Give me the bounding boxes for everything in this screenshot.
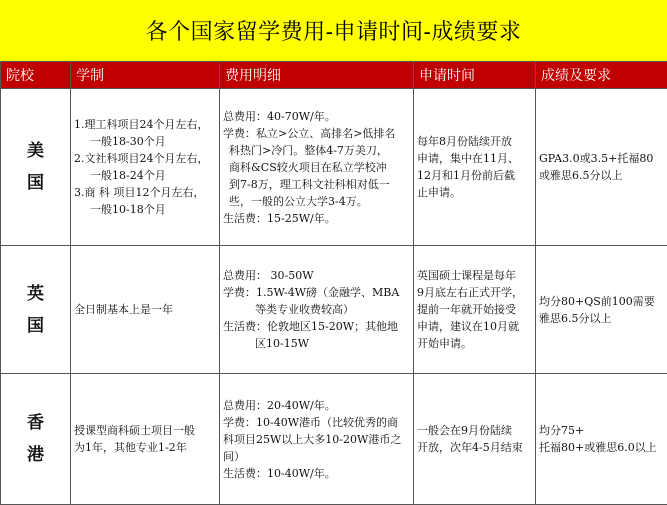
table-row bbox=[1, 246, 667, 374]
cost-line: 生活费：15-25W/年。 bbox=[223, 210, 410, 227]
application-line: 9月底左右正式开学， bbox=[417, 284, 532, 301]
cost-line: 学费：私立>公立、高排名>低排名 bbox=[223, 125, 410, 142]
application-line: 提前一年就开始接受 bbox=[417, 301, 532, 318]
application-line: 12月和1月份前后截 bbox=[417, 167, 532, 184]
school-cell: 英国 bbox=[1, 246, 71, 374]
header-application-time: 申请时间 bbox=[414, 62, 536, 89]
cost-line: 学费：10-40W港币（比较优秀的商 bbox=[223, 414, 410, 431]
duration-line: 一般10-18个月 bbox=[74, 201, 216, 218]
header-cost: 费用明细 bbox=[220, 62, 414, 89]
duration-line: 全日制基本上是一年 bbox=[74, 301, 216, 318]
application-time-cell bbox=[414, 374, 536, 505]
cost-line: 生活费：伦敦地区15-20W；其他地 bbox=[223, 318, 410, 335]
cost-line: 科热门>冷门。整体4-7万美刀， bbox=[223, 142, 410, 159]
duration-cell bbox=[71, 89, 220, 246]
application-line: 申请，集中在11月、 bbox=[417, 150, 532, 167]
requirement-line: GPA3.0或3.5+托福80 bbox=[539, 150, 664, 167]
duration-cell bbox=[71, 374, 220, 505]
duration-line: 3.商 科 项目12个月左右， bbox=[74, 184, 216, 201]
header-duration: 学制 bbox=[71, 62, 220, 89]
cost-line: 商科&CS较火项目在私立学校冲 bbox=[223, 159, 410, 176]
requirement-line: 均分80+QS前100需要 bbox=[539, 293, 664, 310]
cost-line: 学费：1.5W-4W磅（金融学、MBA bbox=[223, 284, 410, 301]
requirement-line: 托福80+或雅思6.0以上 bbox=[539, 439, 664, 456]
duration-line: 为1年，其他专业1-2年 bbox=[74, 439, 216, 456]
header-row bbox=[1, 62, 667, 89]
table-title: 各个国家留学费用-申请时间-成绩要求 bbox=[0, 0, 667, 62]
header-school: 院校 bbox=[1, 62, 71, 89]
requirements-cell bbox=[536, 89, 667, 246]
duration-cell bbox=[71, 246, 220, 374]
application-time-cell bbox=[414, 89, 536, 246]
application-time-cell bbox=[414, 246, 536, 374]
cost-line: 到7-8万，理工科文社科相对低一 bbox=[223, 176, 410, 193]
comparison-table bbox=[0, 61, 667, 505]
application-line: 开放，次年4-5月结束 bbox=[417, 439, 532, 456]
cost-line: 总费用：40-70W/年。 bbox=[223, 108, 410, 125]
cost-line: 区10-15W bbox=[223, 335, 410, 352]
cost-cell bbox=[220, 374, 414, 505]
cost-cell bbox=[220, 89, 414, 246]
cost-line: 间） bbox=[223, 448, 410, 465]
cost-line: 些，一般的公立大学3-4万。 bbox=[223, 193, 410, 210]
school-cell: 香港 bbox=[1, 374, 71, 505]
requirement-line: 均分75+ bbox=[539, 422, 664, 439]
header-requirements: 成绩及要求 bbox=[536, 62, 667, 89]
table-row bbox=[1, 89, 667, 246]
application-line: 英国硕士课程是每年 bbox=[417, 267, 532, 284]
cost-line: 总费用： 30-50W bbox=[223, 267, 410, 284]
duration-line: 2.文社科项目24个月左右， bbox=[74, 150, 216, 167]
cost-line: 总费用：20-40W/年。 bbox=[223, 397, 410, 414]
school-cell: 美国 bbox=[1, 89, 71, 246]
duration-line: 1.理工科项目24个月左右， bbox=[74, 116, 216, 133]
requirements-cell bbox=[536, 374, 667, 505]
cost-line: 生活费：10-40W/年。 bbox=[223, 465, 410, 482]
cost-cell bbox=[220, 246, 414, 374]
cost-line: 科项目25W以上大多10-20W港币之 bbox=[223, 431, 410, 448]
table-row bbox=[1, 374, 667, 505]
requirement-line: 或雅思6.5分以上 bbox=[539, 167, 664, 184]
cost-line: 等类专业收费较高） bbox=[223, 301, 410, 318]
application-line: 开始申请。 bbox=[417, 335, 532, 352]
application-line: 一般会在9月份陆续 bbox=[417, 422, 532, 439]
duration-line: 一般18-30个月 bbox=[74, 133, 216, 150]
duration-line: 授课型商科硕士项目一般 bbox=[74, 422, 216, 439]
application-line: 止申请。 bbox=[417, 184, 532, 201]
requirement-line: 雅思6.5分以上 bbox=[539, 310, 664, 327]
application-line: 每年8月份陆续开放 bbox=[417, 133, 532, 150]
duration-line: 一般18-24个月 bbox=[74, 167, 216, 184]
requirements-cell bbox=[536, 246, 667, 374]
application-line: 申请，建议在10月就 bbox=[417, 318, 532, 335]
